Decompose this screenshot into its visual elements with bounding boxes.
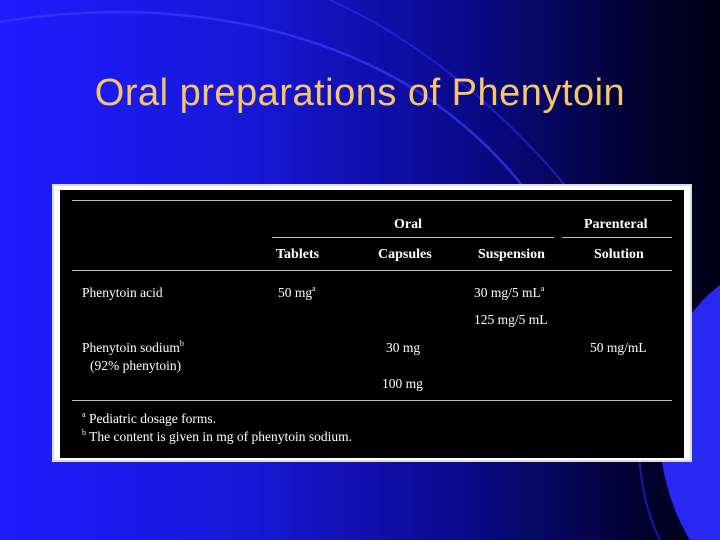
table-bottom-rule [72,400,672,401]
table-image [52,184,692,462]
parenteral-underline [562,237,672,238]
group-header-parenteral: Parenteral [584,217,648,232]
row-phenytoin-acid-name: Phenytoin acid [82,285,163,300]
row-phenytoin-acid-tablets: 50 $mg^a$ [278,284,316,300]
column-header-solution: Solution [594,247,644,262]
row-phenytoin-sodium-solution: 50 mg/mL [590,340,647,355]
footnote-a: $^a$ Pediatric dosage forms. [82,410,217,426]
oral-underline [272,237,554,238]
footnote-b: $^b$ The content is given in mg of phenytoin sodium. [82,428,352,444]
table-top-rule [72,200,672,201]
row-phenytoin-sodium-capsules-1: 30 mg [386,340,421,355]
row-phenytoin-sodium-name: Phenytoin sodium$^b$ [82,339,184,355]
preparations-table [60,190,684,458]
row-phenytoin-acid-suspension-1: 30 mg/5 $mL^a$ [474,284,545,300]
slide-title: Oral preparations of Phenytoin [94,72,626,114]
header-bottom-rule [72,270,672,271]
group-header-oral: Oral [394,217,422,232]
column-header-capsules: Capsules [378,247,432,262]
column-header-suspension: Suspension [478,247,545,262]
row-phenytoin-acid-suspension-2: 125 mg/5 mL [474,312,548,327]
row-phenytoin-sodium-sub: (92% phenytoin) [90,358,182,373]
column-header-tablets: Tablets [276,247,320,262]
row-phenytoin-sodium-capsules-2: 100 mg [382,376,423,391]
